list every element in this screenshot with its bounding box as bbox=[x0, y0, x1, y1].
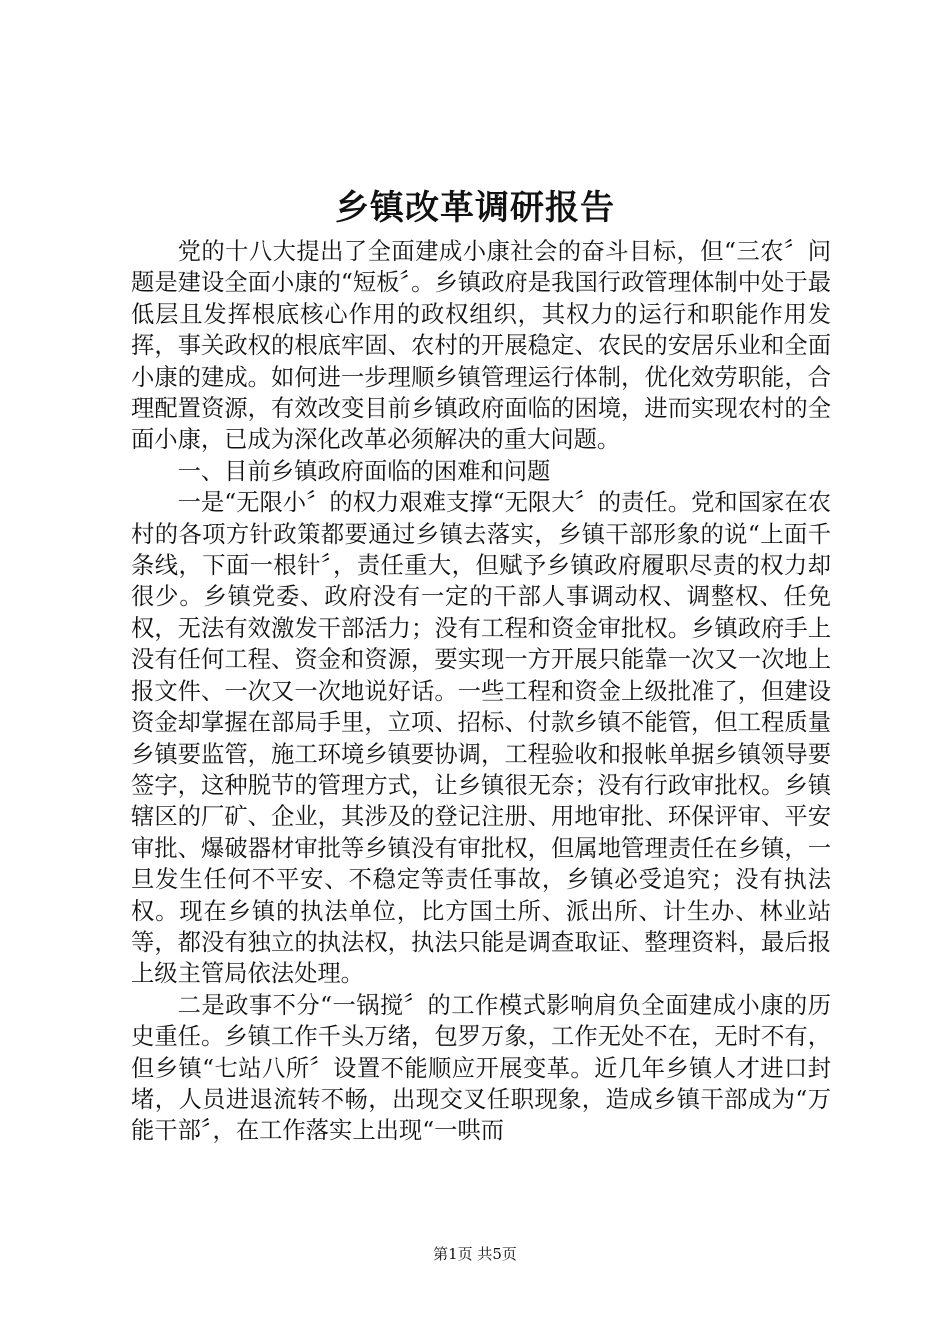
paragraph-intro: 党的十八大提出了全面建成小康社会的奋斗目标，但“三农〞问题是建设全面小康的“短板〞。乡镇政府是我国行政管理体制中处于最低层且发挥根底核心作用的政权组织，其权力的运行和职能作用发挥，事关政权的根底牢固、农村的开展稳定、农民的安居乐业和全面小康的建成。如何进一步理顺乡镇管理运行体制，优化效劳职能，合理配置资源，有效改变目前乡镇政府面临的困境，进而实现农村的全面小康，已成为深化改革必须解决的重大问题。 bbox=[131, 238, 831, 454]
paragraph-point-2: 二是政事不分“一锅搅〞的工作模式影响肩负全面建成小康的历史重任。乡镇工作千头万绪，包罗万象，工作无处不在，无时不有，但乡镇“七站八所〞设置不能顺应开展变革。近几年乡镇人才进口封堵，人员进退流转不畅，出现交叉任职现象，造成乡镇干部成为“万能干部〞，在工作落实上出现“一哄而 bbox=[131, 991, 831, 1145]
document-title: 乡镇改革调研报告 bbox=[335, 188, 615, 228]
paragraph-point-1: 一是“无限小〞的权力艰难支撑“无限大〞的责任。党和国家在农村的各项方针政策都要通过乡镇去落实，乡镇干部形象的说“上面千条线，下面一根针〞，责任重大，但赋予乡镇政府履职尽责的权力却很少。乡镇党委、政府没有一定的干部人事调动权、调整权、任免权，无法有效激发干部活力；没有工程和资金审批权。乡镇政府手上没有任何工程、资金和资源，要实现一方开展只能靠一次又一次地上报文件、一次又一次地说好话。一些工程和资金上级批准了，但建设资金却掌握在部局手里，立项、招标、付款乡镇不能管，但工程质量乡镇要监管，施工环境乡镇要协调，工程验收和报帐单据乡镇领导要签字，这种脱节的管理方式，让乡镇很无奈；没有行政审批权。乡镇辖区的厂矿、企业，其涉及的登记注册、用地审批、环保评审、平安审批、爆破器材审批等乡镇没有审批权，但属地管理责任在乡镇，一旦发生任何不平安、不稳定等责任事故，乡镇必受追究；没有执法权。现在乡镇的执法单位，比方国土所、派出所、计生办、林业站等，都没有独立的执法权，执法只能是调查取证、整理资料，最后报上级主管局依法处理。 bbox=[131, 489, 831, 988]
document-body bbox=[131, 236, 831, 1147]
page-number: 第1页 共5页 bbox=[433, 1245, 517, 1263]
section-heading-1: 一、目前乡镇政府面临的困难和问题 bbox=[177, 457, 551, 485]
